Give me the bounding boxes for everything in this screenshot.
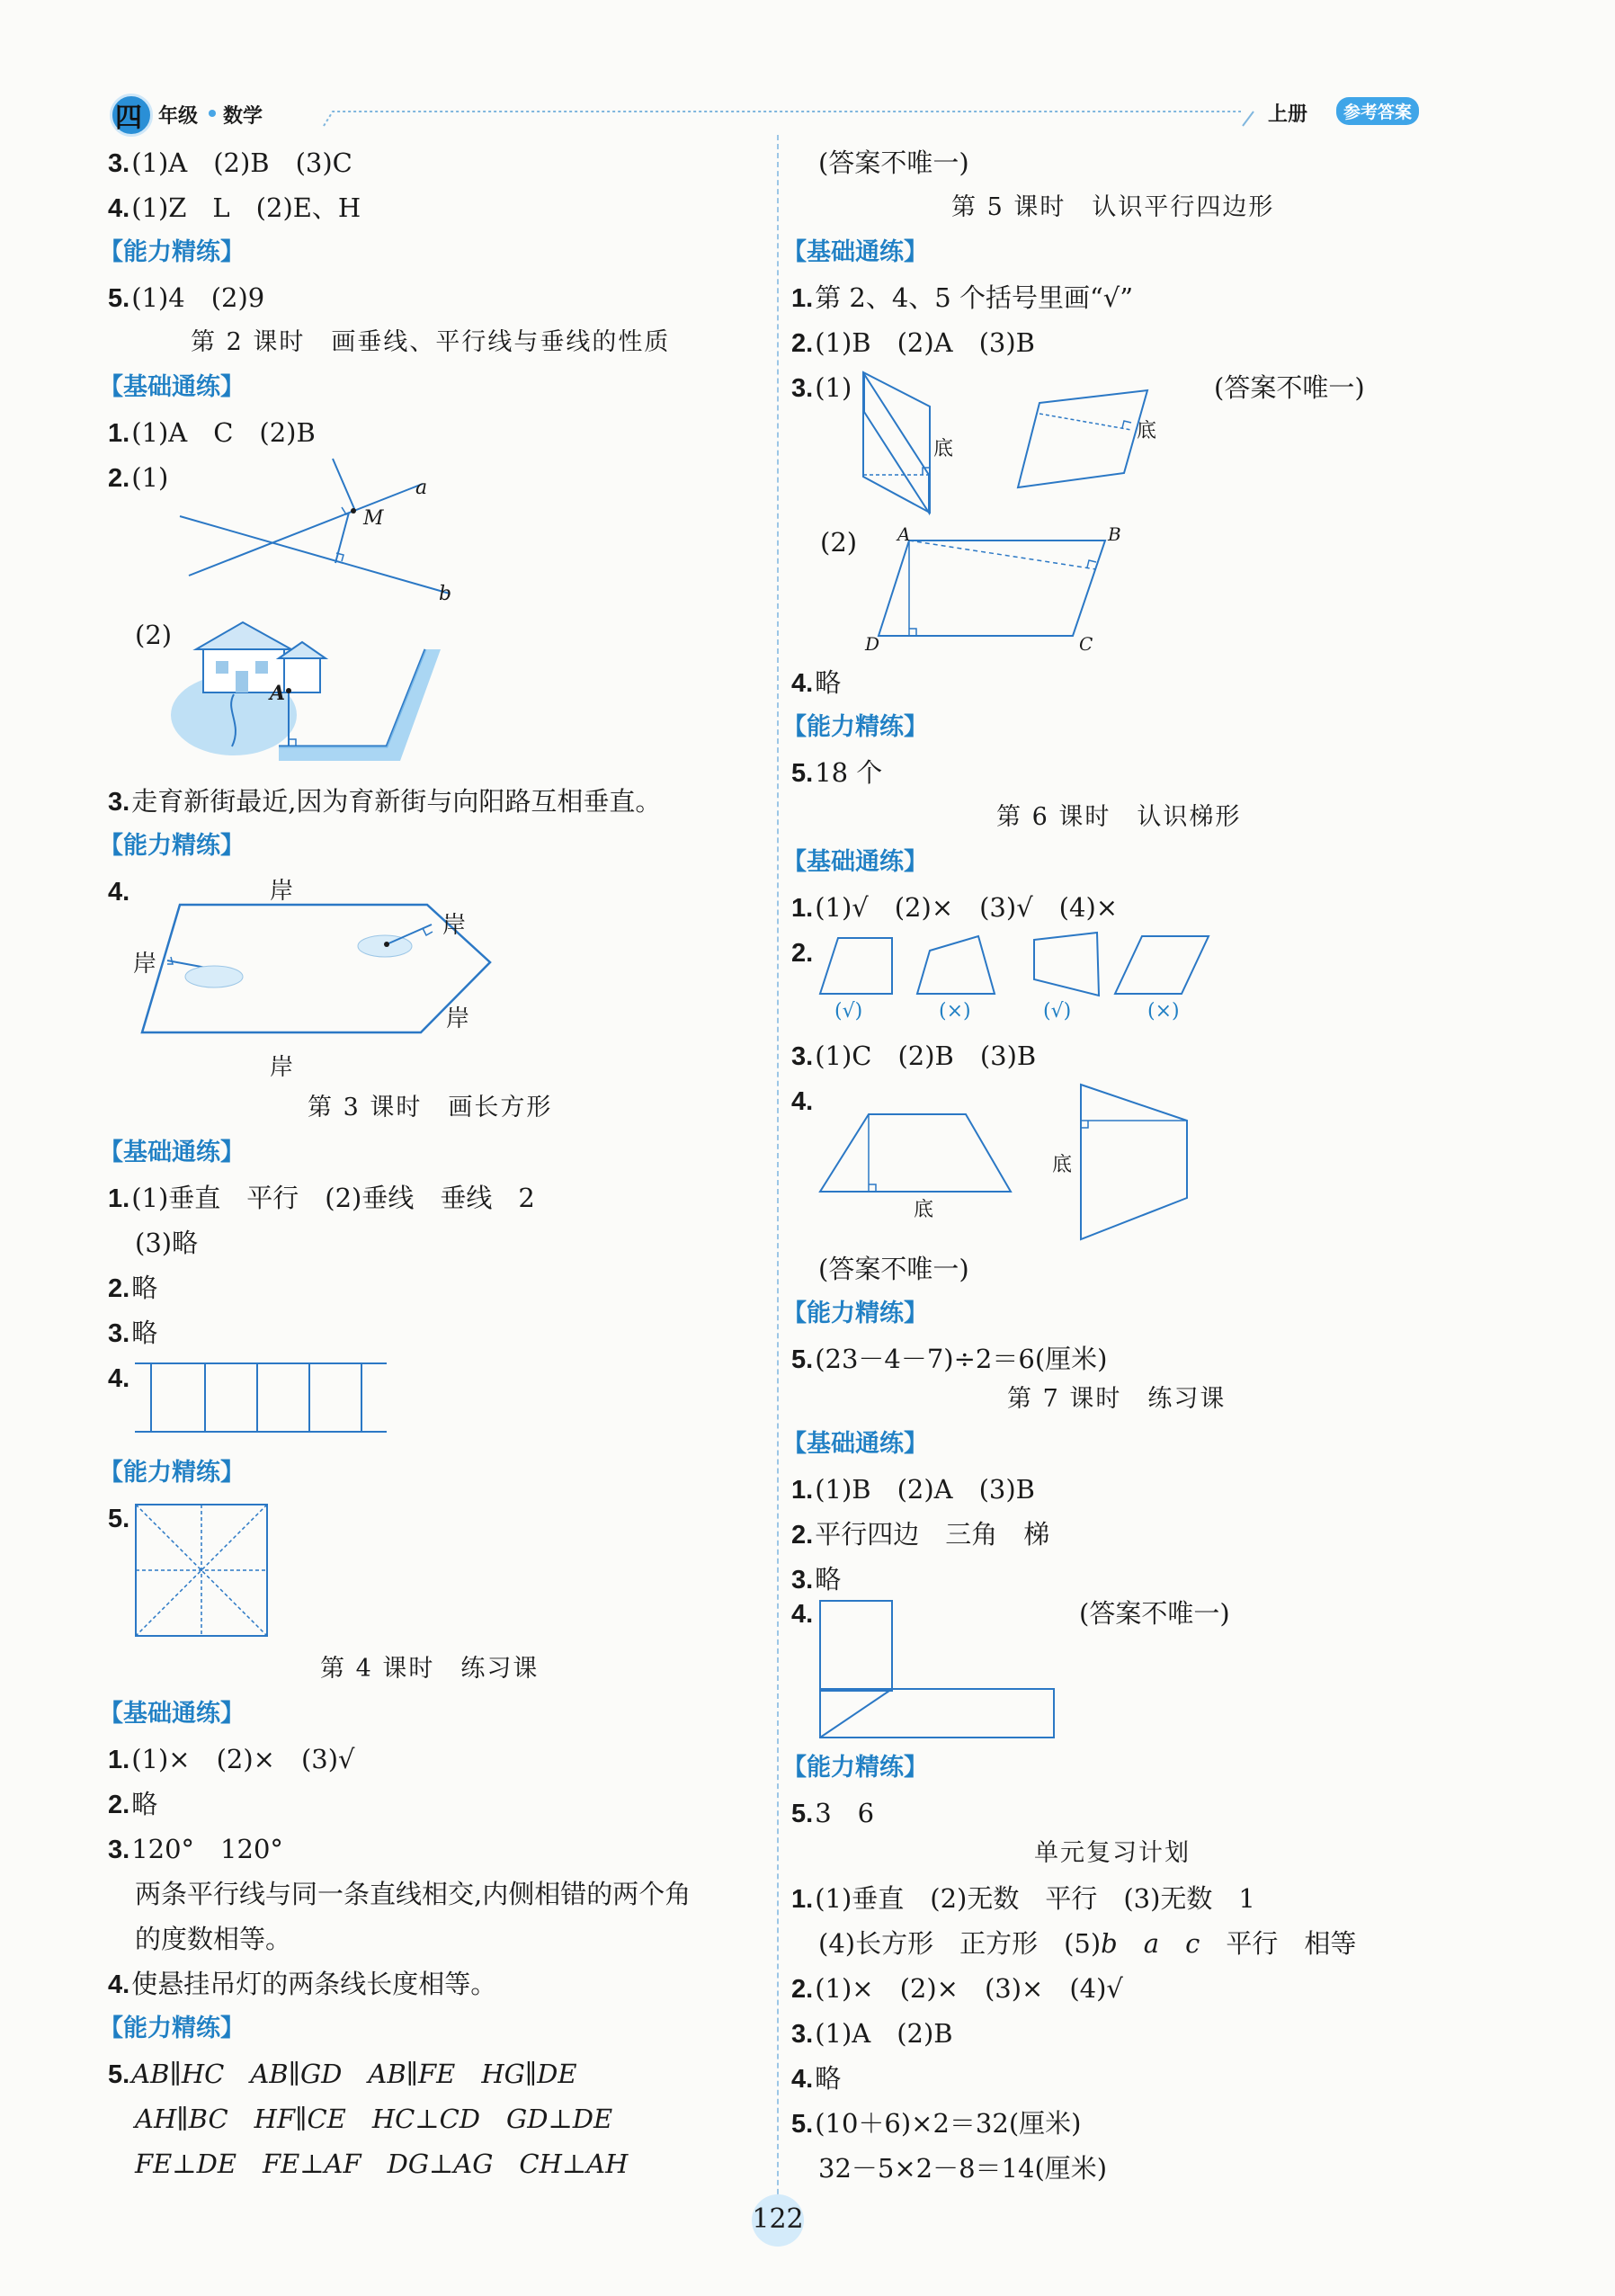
shore-top: 岸 — [270, 878, 294, 905]
lesson-2-title: 第 2 课时 画垂线、平行线与垂线的性质 — [191, 328, 671, 356]
answer-2-3: 3.走育新街最近,因为育新街与向阳路互相垂直。 — [108, 786, 662, 817]
subject: 数学 — [223, 105, 263, 128]
answer-4: 4.(1)Z L (2)E、H — [108, 192, 361, 223]
answer-4-3c: 的度数相等。 — [135, 1924, 292, 1954]
lesson-5-title: 第 5 课时 认识平行四边形 — [951, 193, 1275, 221]
answer-3-4: 4. — [108, 1364, 130, 1393]
answer-5-3: 3.(1) — [791, 372, 852, 403]
section-basic-r1: 【基础通练】 — [782, 238, 928, 266]
rectangles-figure — [135, 1358, 396, 1439]
answer-5-2: 2.(1)B (2)A (3)B — [791, 327, 1035, 358]
answer-2-2: 2.(1) — [108, 462, 169, 493]
shore-bottom: 岸 — [270, 1054, 294, 1081]
review-3: 3.(1)A (2)B — [791, 2018, 953, 2049]
answer-2-4: 4. — [108, 878, 130, 907]
header-rule — [108, 90, 1439, 135]
trapezoid-options — [818, 931, 1214, 1003]
answer-6-note: (答案不唯一) — [818, 1254, 969, 1284]
review-5b: 32－5×2－8＝14(厘米) — [818, 2153, 1108, 2184]
answer-badge: 参考答案 — [1336, 97, 1419, 125]
label-A-point: A — [270, 682, 286, 705]
answer-5-3b: (2) — [820, 527, 858, 558]
review-1b: (4)长方形 正方形 (5)b a c 平行 相等 — [818, 1928, 1357, 1959]
answer-7-5: 5.3 6 — [791, 1798, 875, 1828]
lesson-3-title: 第 3 课时 画长方形 — [308, 1094, 553, 1121]
answer-6-4: 4. — [791, 1087, 814, 1116]
answer-7-1: 1.(1)B (2)A (3)B — [791, 1474, 1035, 1505]
base-label-1: 底 — [933, 438, 954, 460]
answer-3: 3.(1)A (2)B (3)C — [108, 147, 352, 178]
mark-4: (×) — [1147, 1000, 1180, 1023]
lesson-6-title: 第 6 课时 认识梯形 — [996, 803, 1242, 831]
page-header — [108, 90, 1439, 135]
l-shape-figure — [818, 1599, 1061, 1743]
grade-char: 四 — [115, 103, 142, 134]
answer-5-3-note: (答案不唯一) — [1214, 372, 1365, 403]
answer-4-1: 1.(1)× (2)× (3)√ — [108, 1744, 355, 1774]
relations-2: AH∥BC HF∥CE HC⊥CD GD⊥DE — [135, 2104, 613, 2134]
volume: 上册 — [1268, 103, 1308, 126]
answer-7-4: 4. — [791, 1600, 814, 1629]
section-basic: 【基础通练】 — [99, 373, 245, 401]
label-b: b — [439, 583, 452, 605]
mark-1: (√) — [834, 1000, 863, 1023]
answer-7-3: 3.略 — [791, 1564, 842, 1595]
section-ability: 【能力精练】 — [99, 238, 245, 266]
review-1: 1.(1)垂直 (2)无数 平行 (3)无数 1 — [791, 1883, 1255, 1914]
shore-left: 岸 — [133, 951, 157, 978]
shore-right-top: 岸 — [442, 912, 467, 939]
section-basic-3: 【基础通练】 — [99, 1700, 245, 1728]
section-ability-2: 【能力精练】 — [99, 832, 245, 860]
trapezoid-figure-2 — [1077, 1081, 1194, 1243]
page-number: 122 — [752, 2203, 804, 2235]
answer-4-4: 4.使悬挂吊灯的两条线长度相等。 — [108, 1969, 497, 1999]
section-ability-3: 【能力精练】 — [99, 1459, 245, 1487]
vertex-B: B — [1108, 523, 1121, 545]
lesson-7-title: 第 7 课时 练习课 — [1007, 1385, 1227, 1413]
lesson-4-title: 第 4 课时 练习课 — [320, 1655, 540, 1683]
section-basic-r2: 【基础通练】 — [782, 848, 928, 876]
answer-3-3: 3.略 — [108, 1318, 158, 1348]
section-basic-2: 【基础通练】 — [99, 1139, 245, 1166]
review-4: 4.略 — [791, 2063, 842, 2094]
section-ability-4: 【能力精练】 — [99, 2015, 245, 2042]
section-ability-r2: 【能力精练】 — [782, 1300, 928, 1327]
answer-5: 5.(1)4 (2)9 — [108, 282, 265, 313]
answer-6-2: 2. — [791, 939, 814, 968]
answer-7-note: (答案不唯一) — [1079, 1598, 1230, 1629]
review-2: 2.(1)× (2)× (3)× (4)√ — [791, 1973, 1123, 2004]
answer-3-2: 2.略 — [108, 1273, 158, 1303]
answer-4-3: 3.120° 120° — [108, 1834, 283, 1864]
label-m: M — [363, 507, 384, 530]
answer-7-2: 2.平行四边 三角 梯 — [791, 1519, 1050, 1550]
vertex-A: A — [897, 523, 911, 545]
base-label-3: 底 — [914, 1199, 934, 1221]
answer-2-1: 1.(1)A C (2)B — [108, 417, 316, 448]
trapezoid-figure-1 — [818, 1111, 1016, 1201]
vertex-C: C — [1079, 633, 1093, 655]
answer-5-5: 5.18 个 — [791, 757, 883, 788]
house-river-figure — [171, 612, 468, 764]
answer-6-1: 1.(1)√ (2)× (3)√ (4)× — [791, 892, 1119, 923]
parallelogram-abcd — [877, 535, 1111, 643]
section-ability-r3: 【能力精练】 — [782, 1754, 928, 1782]
parallelogram-2 — [1016, 387, 1151, 495]
answer-6-5: 5.(23－4－7)÷2＝6(厘米) — [791, 1344, 1108, 1374]
relations-3: FE⊥DE FE⊥AF DG⊥AG CH⊥AH — [135, 2149, 629, 2179]
answer-2-2b: (2) — [135, 620, 173, 650]
column-divider — [777, 135, 779, 2230]
square-figure — [135, 1504, 270, 1639]
answer-5-4: 4.略 — [791, 667, 842, 698]
note-top: (答案不唯一) — [818, 147, 969, 178]
answer-5-1: 1.第 2、4、5 个括号里画“√” — [791, 282, 1134, 313]
mark-2: (×) — [939, 1000, 971, 1023]
base-label-4: 底 — [1052, 1154, 1073, 1176]
answer-4-3b: 两条平行线与同一条直线相交,内侧相错的两个角 — [135, 1879, 692, 1909]
answer-3-5: 5. — [108, 1505, 130, 1533]
mark-3: (√) — [1043, 1000, 1072, 1023]
section-basic-r3: 【基础通练】 — [782, 1430, 928, 1458]
section-ability-r1: 【能力精练】 — [782, 713, 928, 741]
review-title: 单元复习计划 — [1034, 1839, 1191, 1867]
grade-label: 年级 — [158, 105, 199, 128]
review-5: 5.(10＋6)×2＝32(厘米) — [791, 2108, 1082, 2139]
answer-6-3: 3.(1)C (2)B (3)B — [791, 1041, 1037, 1071]
answer-3-1c: (3)略 — [135, 1228, 199, 1258]
shore-right-bottom: 岸 — [446, 1005, 470, 1032]
base-label-2: 底 — [1137, 420, 1157, 442]
answer-4-2: 2.略 — [108, 1789, 158, 1819]
vertex-D: D — [865, 633, 880, 655]
answer-3-1: 1.(1)垂直 平行 (2)垂线 垂线 2 — [108, 1183, 535, 1213]
label-a: a — [415, 477, 428, 499]
answer-4-5: 5.AB∥HC AB∥GD AB∥FE HG∥DE — [108, 2059, 577, 2089]
